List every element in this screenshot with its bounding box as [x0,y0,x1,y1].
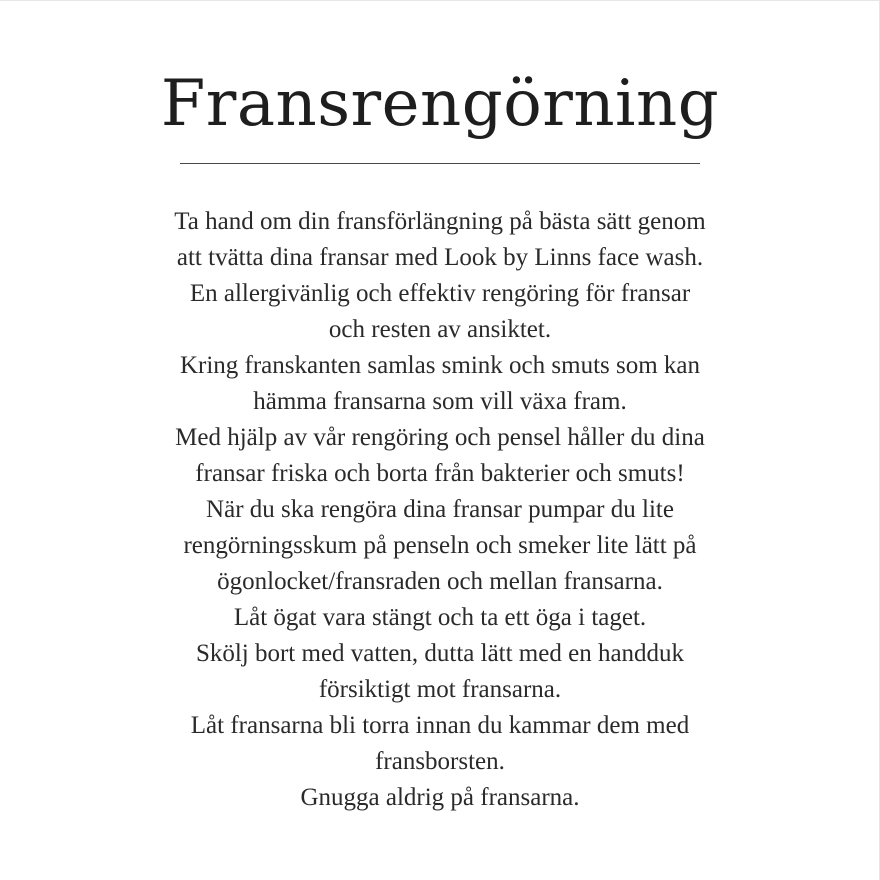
text-line: När du ska rengöra dina fransar pumpar du lite [206,496,674,523]
text-line: Ta hand om din fransförlängning på bästa sätt genom [174,208,706,235]
text-line: Kring franskanten samlas smink och smuts som kan [179,352,701,379]
text-line: En allergivänlig och effektiv rengöring för fransar [189,280,691,307]
text-line: rengörningsskum på penseln och smeker lite lätt på [183,532,697,559]
text-line: Skölj bort med vatten, dutta lätt med en handduk [195,640,685,667]
text-line: att tvätta dina fransar med Look by Linns face wash. [176,244,704,271]
text-line: fransborsten. [375,748,505,775]
page-title: Fransrengörning [160,67,720,141]
text-line: Med hjälp av vår rengöring och pensel håller du dina [175,424,705,451]
text-line: hämma fransarna som vill växa fram. [253,388,627,415]
text-line: Låt fransarna bli torra innan du kammar dem med [190,712,690,739]
text-line: och resten av ansiktet. [328,316,552,343]
text-line: Gnugga aldrig på fransarna. [300,784,580,811]
text-line: Låt ögat vara stängt och ta ett öga i taget. [233,604,647,631]
title-divider [180,163,700,164]
text-line: fransar friska och borta från bakterier och smuts! [195,460,685,487]
text-line: försiktigt mot fransarna. [318,676,562,703]
text-line: ögonlocket/fransraden och mellan fransarna. [217,568,663,595]
instruction-text [0,204,880,816]
